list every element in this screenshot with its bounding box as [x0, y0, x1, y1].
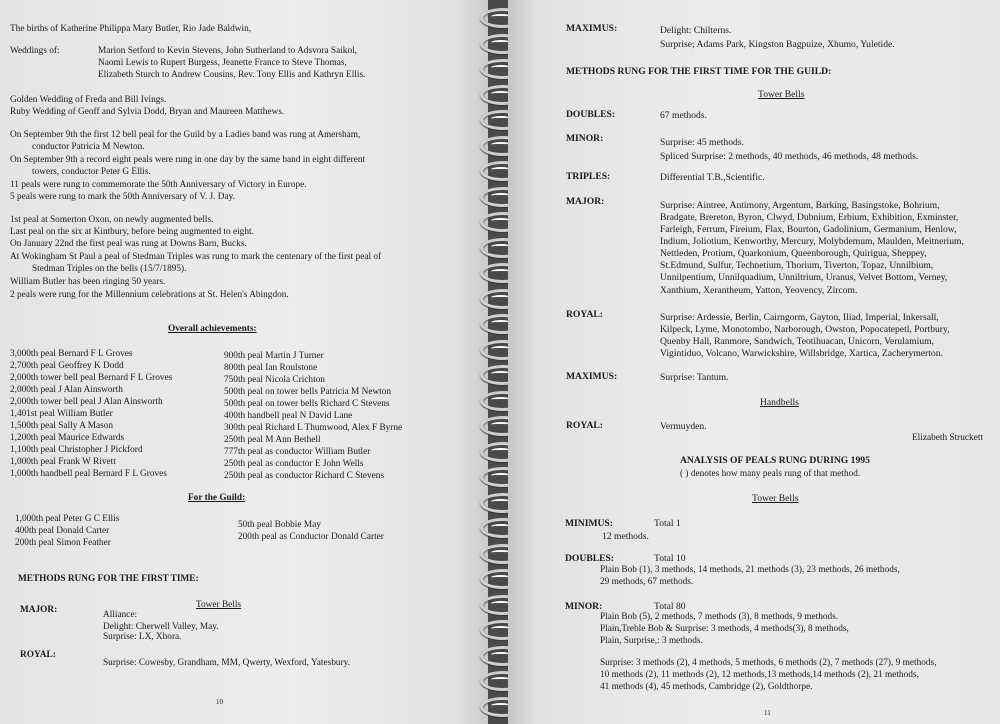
- achievement-item: 1,100th peal Christopher J Pickford: [10, 445, 143, 455]
- event-line: On September 9th the first 12 bell peal for the Guild by a Ladies band was rung at Amersham,: [10, 130, 361, 140]
- achievement-item: 1,200th peal Maurice Edwards: [10, 433, 125, 443]
- minor-line: Plain,Treble Bob & Surprise: 3 methods, 4 methods(3), 8 methods,: [600, 624, 849, 634]
- minor-label: MINOR:: [565, 601, 603, 612]
- tower-bells-heading: Tower Bells: [752, 493, 799, 504]
- major-line: Indium, Joliotium, Kenworthy, Mercury, Molybdemum, Maulden, Meitnerium,: [660, 236, 964, 247]
- major-line: St.Edmund, Sulfur, Technetium, Thorium, Tiverton, Topaz, Unnilbium,: [660, 260, 934, 271]
- births-line: The births of Katherine Philippa Mary Butler, Rio Jade Baldwin,: [10, 24, 252, 34]
- major-line: Nettleden, Protium, Quarkonium, Queenborough, Quirigua, Sheppey,: [660, 248, 927, 259]
- royal-label: ROYAL:: [566, 309, 603, 320]
- minor-surprise-line: 41 methods (4), 45 methods, Cambridge (2), Goldthorpe.: [600, 682, 813, 692]
- achievement-item: 500th peal on tower bells Richard C Stevens: [224, 399, 390, 409]
- minor-label: MINOR:: [566, 133, 604, 144]
- minor-line: Surprise: 45 methods.: [660, 137, 744, 148]
- maximus-label: MAXIMUS:: [566, 371, 618, 382]
- doubles-label: DOUBLES:: [566, 109, 616, 120]
- for-the-guild-heading: For the Guild:: [188, 493, 246, 503]
- minor-line: Plain, Surprise,: 3 methods.: [600, 636, 703, 646]
- major-line: Farleigh, Ferrum, Fireium, Flax, Bourton, Gadolinium, Germanium, Henlow,: [660, 224, 957, 235]
- royal-line: Quenby Hall, Ranmore, Sandwich, Teotihuacan, Unicorn, Verulamium,: [660, 336, 934, 347]
- achievement-item: 2,000th tower bell peal J Alan Ainsworth: [10, 397, 163, 407]
- achievement-item: 250th peal as conductor E John Wells: [224, 459, 364, 469]
- tower-bells-heading: Tower Bells: [758, 89, 805, 100]
- wedding-line: Marion Setford to Kevin Stevens, John Sutherland to Adsvora Saikol,: [98, 46, 357, 56]
- event-line: conductor Patricia M Newton.: [32, 142, 145, 152]
- major-line: Bradgate, Brereton, Byron, Clwyd, Dubnium, Erbium, Exhibition, Exminster,: [660, 212, 959, 223]
- guild-achievement: 400th peal Donald Carter: [15, 526, 110, 536]
- achievement-item: 1,500th peal Sally A Mason: [10, 421, 114, 431]
- minor-total: Total 80: [654, 601, 686, 612]
- event-line: 11 peals were rung to commemorate the 50th Anniversary of Victory in Europe.: [10, 180, 307, 190]
- overall-achievements-heading: Overall achievements:: [168, 324, 257, 334]
- doubles-line: 67 methods.: [660, 110, 707, 121]
- wedding-line: Naomi Lewis to Rupert Burgess, Jeanette France to Steve Thomas,: [98, 58, 347, 68]
- royal-label: ROYAL:: [566, 420, 603, 431]
- doubles-line: 29 methods, 67 methods.: [600, 577, 694, 587]
- analysis-heading: ANALYSIS OF PEALS RUNG DURING 1995: [680, 455, 870, 466]
- note-line: William Butler has been ringing 50 years.: [10, 277, 166, 287]
- analysis-subtitle: ( ) denotes how many peals rung of that method.: [680, 469, 861, 479]
- triples-line: Differential T.B.,Scientific.: [660, 172, 765, 183]
- royal-line: Surprise: Cowesby, Grandham, MM, Qwerty, Wexford, Yatesbury.: [103, 658, 350, 668]
- achievement-item: 1,000th handbell peal Bernard F L Groves: [10, 469, 167, 479]
- achievement-item: 250th peal as conductor Richard C Stevens: [224, 471, 385, 481]
- achievement-item: 900th peal Martin J Turner: [224, 351, 324, 361]
- handbells-heading: Handbells: [760, 397, 799, 408]
- note-line: Last peal on the six at Kintbury, before being augmented to eight.: [10, 227, 254, 237]
- maximus-label: MAXIMUS:: [566, 23, 618, 34]
- left-page: [0, 0, 492, 724]
- note-line: At Wokingham St Paul a peal of Stedman Triples was rung to mark the centenary of the first peal of: [10, 252, 382, 262]
- methods-first-time-heading: METHODS RUNG FOR THE FIRST TIME:: [18, 574, 199, 584]
- achievement-item: 750th peal Nicola Crichton: [224, 375, 325, 385]
- achievement-item: 400th handbell peal N David Lane: [224, 411, 353, 421]
- right-page: [508, 0, 1000, 724]
- weddings-label: Weddings of:: [10, 46, 60, 56]
- event-line: On September 9th a record eight peals were rung in one day by the same band in eight different: [10, 155, 366, 165]
- royal-line: Vigintiduo, Volcano, Warwickshire, Willsbridge, Xartica, Zacherymerton.: [660, 348, 943, 359]
- doubles-line: Plain Bob (1), 3 methods, 14 methods, 21 methods (3), 23 methods, 26 methods,: [600, 565, 900, 575]
- guild-achievement: 200th peal as Conductor Donald Carter: [238, 532, 384, 542]
- doubles-total: Total 10: [654, 553, 686, 564]
- minor-surprise-line: 10 methods (2), 11 methods (2), 12 methods,13 methods,14 methods (2), 21 methods,: [600, 670, 919, 680]
- event-line: 5 peals were rung to mark the 50th Anniversary of V. J. Day.: [10, 192, 235, 202]
- note-line: Stedman Triples on the bells (15/7/1895).: [32, 264, 187, 274]
- royal-label: ROYAL:: [20, 650, 56, 660]
- wedding-line: Elizabeth Sturch to Andrew Cousins, Rev. Tony Ellis and Kathryn Ellis.: [98, 70, 366, 80]
- minimus-line: 12 methods.: [602, 531, 649, 542]
- achievement-item: 300th peal Richard L Thumwood, Alex F Byrne: [224, 423, 403, 433]
- major-line: Xanthium, Xerantheum, Yatton, Yeovency, Zircom.: [660, 285, 858, 296]
- major-line: Surprise: Aintree, Antimony, Argentum, Barking, Basingstoke, Bohrium,: [660, 200, 940, 211]
- achievement-item: 2,000th peal J Alan Ainsworth: [10, 385, 123, 395]
- doubles-label: DOUBLES:: [565, 553, 615, 564]
- note-line: 2 peals were rung for the Millennium celebrations at St. Helen's Abingdon.: [10, 290, 289, 300]
- achievement-item: 500th peal on tower bells Patricia M Newton: [224, 387, 392, 397]
- event-line: towers, conductor Peter G Ellis.: [32, 167, 151, 177]
- golden-wedding: Golden Wedding of Freda and Bill Ivings.: [10, 95, 167, 105]
- author-name: Elizabeth Struckett: [912, 433, 983, 443]
- minimus-total: Total 1: [654, 518, 681, 529]
- guild-achievement: 1,000th peal Peter G C Ellis: [15, 514, 120, 524]
- maximus-line: Surprise; Adams Park, Kingston Bagpuize, Xhumo, Yuletide.: [660, 39, 895, 50]
- achievement-item: 1,401st peal William Butler: [10, 409, 113, 419]
- minor-surprise-line: Surprise: 3 methods (2), 4 methods, 5 methods, 6 methods (2), 7 methods (27), 9 methods,: [600, 658, 937, 668]
- maximus-line: Surprise: Tantum.: [660, 372, 729, 383]
- triples-label: TRIPLES:: [566, 171, 611, 182]
- note-line: 1st peal at Somerton Oxon, on newly augmented bells.: [10, 215, 214, 225]
- royal-line: Kilpeck, Lyme, Monotombo, Narborough, Owston, Popocatepetl, Portbury,: [660, 324, 950, 335]
- minimus-label: MINIMUS:: [565, 518, 613, 529]
- achievement-item: 2,700th peal Geoffrey K Dodd: [10, 361, 124, 371]
- achievement-item: 250th peal M Ann Bethell: [224, 435, 321, 445]
- tower-bells-heading: Tower Bells: [196, 600, 242, 610]
- minor-line: Plain Bob (5), 2 methods, 7 methods (3), 8 methods, 9 methods.: [600, 612, 839, 622]
- major-line: Surprise: LX, Xhora.: [103, 632, 182, 642]
- achievement-item: 2,000th tower bell peal Bernard F L Groves: [10, 373, 173, 383]
- major-label: MAJOR:: [566, 196, 605, 207]
- guild-achievement: 50th peal Bobbie May: [238, 520, 321, 530]
- ruby-wedding: Ruby Wedding of Geoff and Sylvia Dodd, Bryan and Maureen Matthews.: [10, 107, 285, 117]
- note-line: On January 22nd the first peal was rung at Downs Barn, Bucks.: [10, 239, 247, 249]
- guild-methods-heading: METHODS RUNG FOR THE FIRST TIME FOR THE GUILD:: [566, 66, 832, 77]
- page-number: 11: [764, 709, 771, 717]
- achievement-item: 777th peal as conductor William Butler: [224, 447, 371, 457]
- achievement-item: 800th peal Ian Roulstone: [224, 363, 318, 373]
- royal-line: Vermuyden.: [660, 421, 707, 432]
- achievement-item: 3,000th peal Bernard F L Groves: [10, 349, 133, 359]
- page-number: 10: [216, 698, 223, 706]
- major-label: MAJOR:: [20, 605, 58, 615]
- minor-line: Spliced Surprise: 2 methods, 40 methods, 46 methods, 48 methods.: [660, 151, 919, 162]
- major-line: Delight: Cherwell Valley, May.: [103, 622, 219, 632]
- guild-achievement: 200th peal Simon Feather: [15, 538, 111, 548]
- achievement-item: 1,000th peal Frank W Rivett: [10, 457, 116, 467]
- major-line: Unnilpentium, Unnilquadium, Unniltrium, Uranus, Velvet Bottom, Verney,: [660, 272, 948, 283]
- major-line: Alliance:: [103, 610, 138, 620]
- maximus-line: Delight: Chilterns.: [660, 25, 732, 36]
- royal-line: Surprise: Ardessie, Berlin, Cairngorm, Gayton, Iliad, Imperial, Inkersall,: [660, 312, 939, 323]
